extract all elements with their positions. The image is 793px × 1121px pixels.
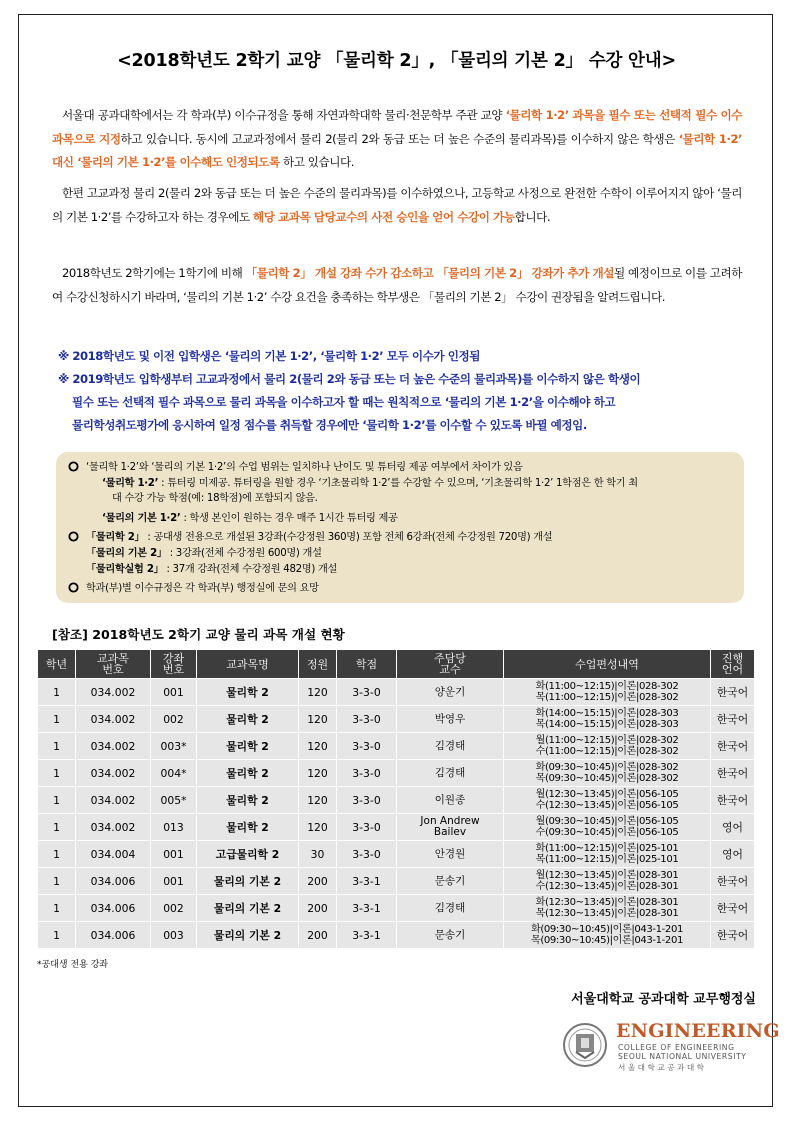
table-cell: 문송기: [397, 868, 504, 895]
table-cell: 3-3-0: [337, 760, 397, 787]
table-cell: Jon Andrew Bailev: [397, 814, 504, 841]
table-cell: 120: [299, 760, 337, 787]
info-label: 「물리학 2」: [86, 532, 145, 544]
info-label: 「물리학실험 2」: [86, 563, 164, 575]
table-cell: 034.002: [76, 733, 151, 760]
body-text: 합니다.: [514, 209, 551, 224]
column-header: 수업편성내역: [504, 650, 711, 679]
table-cell: 영어: [711, 814, 755, 841]
info-text: : 공대생 전용으로 개설된 3강좌(수강정원 360명) 포함 전체 6강좌(전체 수강정원 720명) 개설: [147, 532, 553, 544]
table-row: [38, 760, 755, 787]
info-subitem-cont: 대 수강 가능 학점(예: 18학점)에 포함되지 않음.: [112, 493, 318, 505]
table-cell: 200: [299, 922, 337, 949]
column-header: 진행 언어: [711, 650, 755, 679]
info-text: : 37개 강좌(전체 수강정원 482명) 개설: [166, 563, 338, 575]
column-header: 교과목명: [197, 650, 299, 679]
table-cell: 120: [299, 787, 337, 814]
circle-bullet-icon: [68, 582, 79, 593]
table-row: [38, 895, 755, 922]
table-cell: 월(12:30~13:45)|이론|028-301 수(12:30~13:45)|이론|028-301: [504, 868, 711, 895]
logo-line: 서울대학교공과대학: [618, 1063, 707, 1072]
table-cell: 1: [38, 733, 76, 760]
info-text: : 튜터링 미제공. 튜터링을 원할 경우 ‘기초물리학 1·2’를 수강할 수 있으며, ‘기초물리학 1·2’ 1학점은 한 학기 최: [161, 477, 638, 489]
info-subitem: [68, 562, 730, 578]
table-cell: 200: [299, 895, 337, 922]
body-text: 2018학년도 2학기에는 1학기에 비해: [62, 266, 246, 280]
table-cell: 1: [38, 922, 76, 949]
table-cell: 김경태: [397, 733, 504, 760]
snu-emblem-icon: [562, 1020, 608, 1072]
table-cell: 화(11:00~12:15)|이론|028-302 목(11:00~12:15)|이론|028-302: [504, 679, 711, 706]
info-text: : 학생 본인이 원하는 경우 매주 1시간 튜터링 제공: [183, 512, 398, 524]
body-text: 하고 있습니다.: [279, 155, 354, 170]
table-footnote: *공대생 전용 강좌: [37, 960, 109, 970]
notice-2-cont: 물리학성취도평가에 응시하여 일정 점수를 취득할 경우에만 ‘물리학 1·2’를 이수할 수 있도록 바뀔 예정임.: [72, 418, 587, 432]
info-text: 학과(부)별 이수규정은 각 학과(부) 행정실에 문의 요망: [86, 583, 319, 595]
table-cell: 월(09:30~10:45)|이론|056-105 수(09:30~10:45)|이론|056-105: [504, 814, 711, 841]
info-subitem: [68, 511, 730, 527]
table-cell: 1: [38, 841, 76, 868]
paragraph-3: [52, 262, 742, 309]
column-header: 학년: [38, 650, 76, 679]
table-cell: 물리의 기본 2: [197, 895, 299, 922]
table-cell: 200: [299, 868, 337, 895]
table-cell: 1: [38, 679, 76, 706]
info-label: ‘물리의 기본 1·2’: [102, 512, 181, 524]
table-cell: 3-3-0: [337, 787, 397, 814]
table-cell: 이원종: [397, 787, 504, 814]
info-item: [68, 530, 730, 546]
table-cell: 001: [151, 841, 197, 868]
table-cell: 005*: [151, 787, 197, 814]
table-cell: 한국어: [711, 868, 755, 895]
table-cell: 003: [151, 922, 197, 949]
table-cell: 034.006: [76, 868, 151, 895]
table-row: [38, 733, 755, 760]
column-header: 교과목 번호: [76, 650, 151, 679]
table-cell: 1: [38, 895, 76, 922]
column-header: 강좌 번호: [151, 650, 197, 679]
table-cell: 034.002: [76, 814, 151, 841]
table-body: [38, 679, 755, 949]
table-cell: 002: [151, 706, 197, 733]
table-row: [38, 814, 755, 841]
highlighted-text: 해당 교과목 담당교수의 사전 승인을 얻어 수강이 가능: [252, 209, 515, 224]
table-cell: 034.002: [76, 760, 151, 787]
info-item: [68, 460, 730, 476]
paragraph-2: [52, 182, 742, 229]
table-cell: 001: [151, 679, 197, 706]
info-box: [56, 452, 744, 603]
table-cell: 034.004: [76, 841, 151, 868]
table-row: [38, 841, 755, 868]
info-text: ‘물리학 1·2’와 ‘물리의 기본 1·2’의 수업 범위는 일치하나 난이도 및 튜터링 제공 여부에서 차이가 있음: [86, 462, 523, 473]
table-cell: 1: [38, 814, 76, 841]
body-text: 하고 있습니다. 동시에 고교과정에서 물리 2(물리 2와 동급 또는 더 높은 수준의 물리과목)를 이수하지 않은 학생은: [120, 131, 679, 146]
table-cell: 물리의 기본 2: [197, 922, 299, 949]
table-cell: 034.006: [76, 922, 151, 949]
table-cell: 한국어: [711, 922, 755, 949]
table-cell: 영어: [711, 841, 755, 868]
table-cell: 한국어: [711, 733, 755, 760]
table-cell: 3-3-1: [337, 922, 397, 949]
table-cell: 안경원: [397, 841, 504, 868]
page-title: <2018학년도 2학기 교양 「물리학 2」, 「물리의 기본 2」 수강 안내>: [117, 51, 676, 71]
table-cell: 1: [38, 787, 76, 814]
table-row: [38, 868, 755, 895]
table-cell: 물리학 2: [197, 733, 299, 760]
notice-2: ※ 2019학년도 입학생부터 고교과정에서 물리 2(물리 2와 동급 또는 더 높은 수준의 물리과목)를 이수하지 않은 학생이: [58, 372, 641, 386]
info-text: : 3강좌(전체 수강정원 600명) 개설: [169, 547, 322, 559]
table-cell: 김경태: [397, 760, 504, 787]
logo-wordmark: ENGINEERING: [616, 1020, 780, 1042]
info-label: 「물리의 기본 2」: [86, 547, 167, 559]
table-cell: 물리의 기본 2: [197, 868, 299, 895]
table-header-row: [38, 650, 755, 679]
highlighted-text: ‘물리학 1·2’ 대신 ‘물리의 기본 1·2’를 이수해도 인정되도록: [52, 131, 743, 170]
table-cell: 002: [151, 895, 197, 922]
table-row: [38, 679, 755, 706]
paragraph-1: [52, 104, 742, 175]
table-cell: 034.002: [76, 679, 151, 706]
table-cell: 물리학 2: [197, 706, 299, 733]
column-header: 정원: [299, 650, 337, 679]
table-cell: 화(09:30~10:45)|이론|043-1-201 목(09:30~10:45)|이론|043-1-201: [504, 922, 711, 949]
table-cell: 월(12:30~13:45)|이론|056-105 수(12:30~13:45)|이론|056-105: [504, 787, 711, 814]
table-cell: 1: [38, 868, 76, 895]
logo-line: SEOUL NATIONAL UNIVERSITY: [618, 1052, 747, 1061]
table-cell: 034.002: [76, 706, 151, 733]
table-cell: 1: [38, 760, 76, 787]
college-logo: [562, 1020, 780, 1075]
table-cell: 120: [299, 733, 337, 760]
notice-2-cont: 필수 또는 선택적 필수 과목으로 물리 과목을 이수하고자 할 때는 원칙적으로 ‘물리의 기본 1·2’을 이수해야 하고: [72, 395, 616, 409]
highlighted-text: 「물리학 2」 개설 강좌 수가 감소하고 「물리의 기본 2」 강좌가 추가 개설: [245, 266, 614, 280]
table-cell: 물리학 2: [197, 760, 299, 787]
table-cell: 30: [299, 841, 337, 868]
table-cell: 물리학 2: [197, 814, 299, 841]
table-cell: 박영우: [397, 706, 504, 733]
table-cell: 고급물리학 2: [197, 841, 299, 868]
table-cell: 3-3-0: [337, 706, 397, 733]
table-cell: 한국어: [711, 706, 755, 733]
table-cell: 3-3-1: [337, 895, 397, 922]
table-cell: 화(11:00~12:15)|이론|025-101 목(11:00~12:15)|이론|025-101: [504, 841, 711, 868]
info-label: ‘물리학 1·2’: [102, 477, 159, 489]
circle-bullet-icon: [68, 531, 79, 542]
table-row: [38, 922, 755, 949]
table-cell: 120: [299, 706, 337, 733]
table-cell: 001: [151, 868, 197, 895]
info-subitem: [68, 546, 730, 562]
table-cell: 013: [151, 814, 197, 841]
highlighted-text: ‘물리학 1·2’ 과목을 필수 또는 선택적 필수 이수 과목으로 지정: [52, 108, 742, 146]
info-subitem: [68, 476, 730, 492]
table-cell: 한국어: [711, 679, 755, 706]
table-cell: 120: [299, 814, 337, 841]
column-header: 주담당 교수: [397, 650, 504, 679]
table-cell: 한국어: [711, 787, 755, 814]
notice-list: [58, 345, 748, 437]
table-cell: 3-3-0: [337, 841, 397, 868]
table-cell: 화(09:30~10:45)|이론|028-302 목(09:30~10:45)|이론|028-302: [504, 760, 711, 787]
table-cell: 034.006: [76, 895, 151, 922]
table-cell: 120: [299, 679, 337, 706]
office-name: 서울대학교 공과대학 교무행정실: [571, 992, 756, 1007]
table-cell: 1: [38, 706, 76, 733]
body-text: 될 예정이므로 이를 고려하여 수강신청하시기 바라며, ‘물리의 기본 1·2’ 수강 요건을 충족하는 학부생은 「물리의 기본 2」 수강이 권장됨을 알려드립니다.: [52, 266, 743, 304]
table-cell: 문송기: [397, 922, 504, 949]
info-item: [68, 581, 730, 597]
column-header: 학점: [337, 650, 397, 679]
table-cell: 월(11:00~12:15)|이론|028-302 수(11:00~12:15)|이론|028-302: [504, 733, 711, 760]
table-cell: 물리학 2: [197, 787, 299, 814]
body-text: 서울대 공과대학에서는 각 학과(부) 이수규정을 통해 자연과학대학 물리·천문학부 주관 교양: [62, 108, 506, 122]
circle-bullet-icon: [68, 461, 79, 472]
table-cell: 한국어: [711, 760, 755, 787]
table-cell: 한국어: [711, 895, 755, 922]
table-cell: 김경태: [397, 895, 504, 922]
table-cell: 화(12:30~13:45)|이론|028-301 목(12:30~13:45)|이론|028-301: [504, 895, 711, 922]
table-cell: 화(14:00~15:15)|이론|028-303 목(14:00~15:15)|이론|028-303: [504, 706, 711, 733]
table-cell: 양운기: [397, 679, 504, 706]
table-cell: 물리학 2: [197, 679, 299, 706]
body-text: 한편 고교과정 물리 2(물리 2와 동급 또는 더 높은 수준의 물리과목)를 이수하였으나, 고등학교 사정으로 완전한 수학이 이루어지지 않아 ‘물리의 기본 1·2’를 수강하고자 하는 경우에도: [52, 186, 742, 224]
table-cell: 3-3-0: [337, 679, 397, 706]
table-cell: 3-3-1: [337, 868, 397, 895]
table-row: [38, 706, 755, 733]
table-cell: 004*: [151, 760, 197, 787]
reference-title: [참조] 2018학년도 2학기 교양 물리 과목 개설 현황: [52, 627, 345, 642]
table-row: [38, 787, 755, 814]
course-table: [37, 649, 755, 949]
table-cell: 034.002: [76, 787, 151, 814]
table-cell: 003*: [151, 733, 197, 760]
table-cell: 3-3-0: [337, 733, 397, 760]
notice-1: ※ 2018학년도 및 이전 입학생은 ‘물리의 기본 1·2’, ‘물리학 1·2’ 모두 이수가 인정됨: [58, 349, 480, 363]
table-cell: 3-3-0: [337, 814, 397, 841]
logo-line: COLLEGE OF ENGINEERING: [618, 1043, 735, 1052]
